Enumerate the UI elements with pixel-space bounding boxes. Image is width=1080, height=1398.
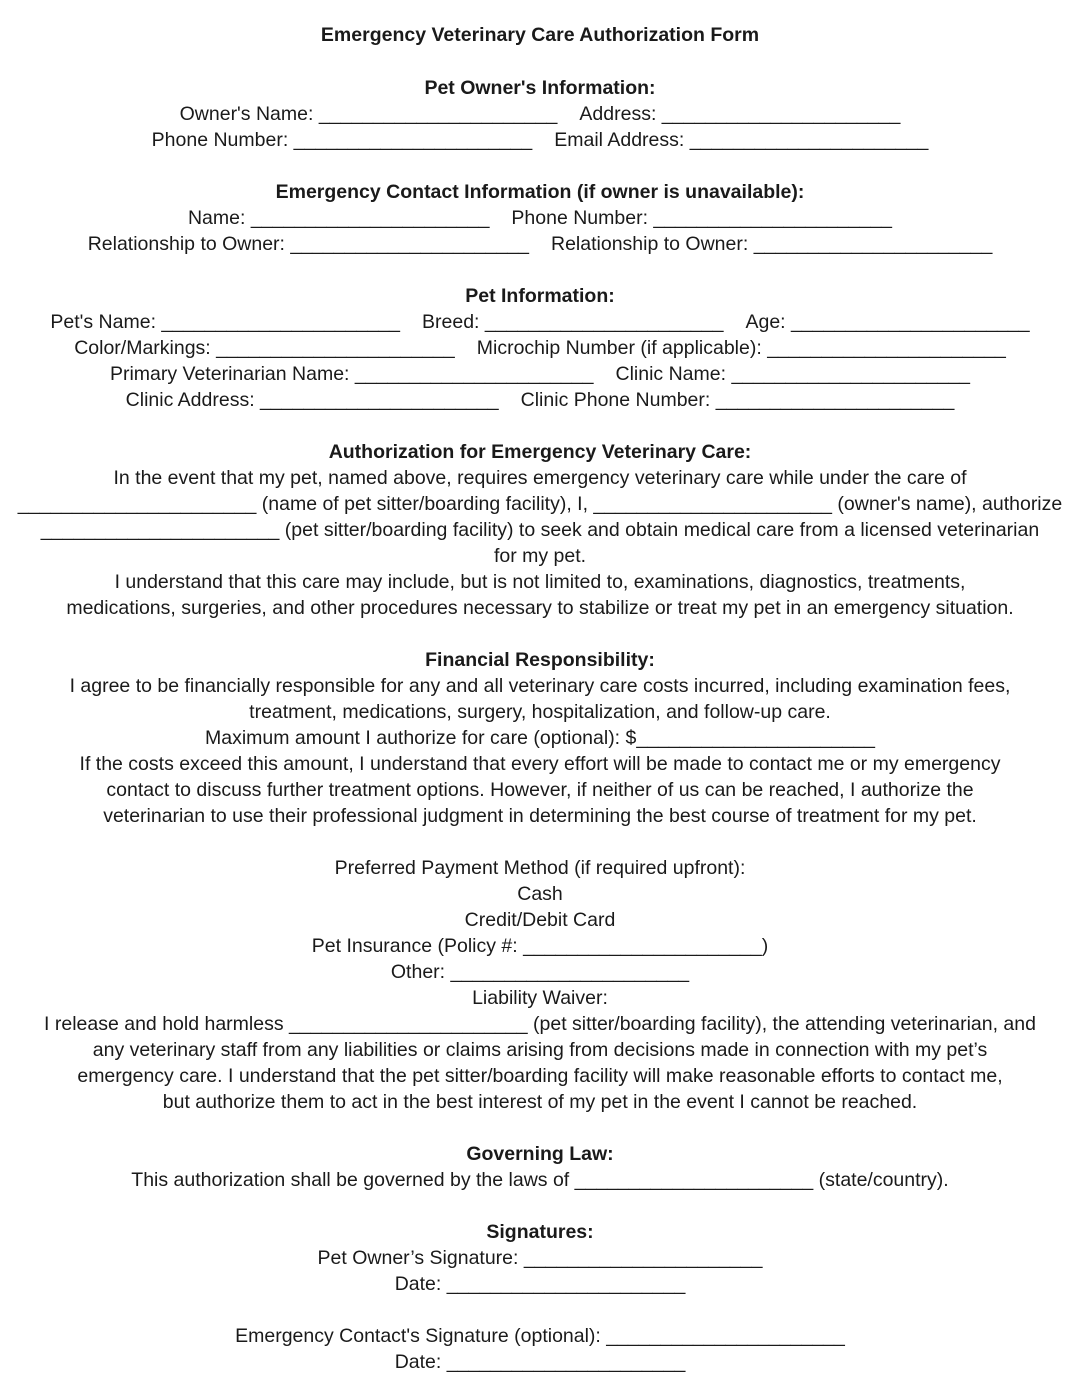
- relationship-field-1[interactable]: ______________________: [290, 233, 529, 255]
- waiver-text-3: emergency care. I understand that the pet sitter/boarding facility will make reasonable efforts to contact me,: [77, 1065, 1003, 1087]
- waiver-text-1b: (pet sitter/boarding facility), the attending veterinarian, and: [527, 1013, 1036, 1035]
- owner-name-inline-field[interactable]: ______________________: [593, 493, 832, 515]
- waiver-heading: Liability Waiver:: [472, 987, 608, 1009]
- authorization-text-3a: (pet sitter/boarding facility) to seek and obtain medical care from a licensed veterinarian: [279, 519, 1040, 541]
- other-label: Other:: [390, 961, 451, 983]
- emergency-row-1: [0, 205, 1080, 231]
- financial-text-2: treatment, medications, surgery, hospitalization, and follow-up care.: [249, 701, 831, 723]
- owner-date-field[interactable]: ______________________: [446, 1273, 686, 1295]
- color-label: Color/Markings:: [74, 337, 211, 359]
- financial-text-6: veterinarian to use their professional judgment in determining the best course of treatment for my pet.: [103, 805, 977, 827]
- age-field[interactable]: ______________________: [791, 311, 1030, 333]
- authorization-text-2: [0, 491, 1080, 517]
- microchip-field[interactable]: ______________________: [767, 337, 1006, 359]
- financial-heading: Financial Responsibility:: [425, 649, 655, 671]
- clinic-name-label: Clinic Name:: [615, 363, 727, 385]
- jurisdiction-field[interactable]: ______________________: [574, 1169, 814, 1191]
- form-title: Emergency Veterinary Care Authorization Form: [320, 24, 760, 46]
- emergency-section-heading: Emergency Contact Information (if owner is unavailable):: [275, 181, 805, 203]
- breed-field[interactable]: ______________________: [484, 311, 724, 333]
- law-heading: Governing Law:: [466, 1143, 614, 1165]
- pet-row-2: [0, 335, 1080, 361]
- authorization-heading: Authorization for Emergency Veterinary Care:: [328, 441, 752, 463]
- owner-section-heading: Pet Owner's Information:: [424, 77, 656, 99]
- owner-email-field[interactable]: ______________________: [689, 129, 929, 151]
- clinic-address-field[interactable]: ______________________: [260, 389, 499, 411]
- financial-text-5: contact to discuss further treatment options. However, if neither of us can be reached, I authorize the: [106, 779, 974, 801]
- owner-date-label: Date:: [394, 1273, 447, 1295]
- waiver-text-1a: I release and hold harmless: [44, 1013, 289, 1035]
- authorization-text-4: for my pet.: [493, 545, 587, 567]
- owner-signature-row: [0, 1245, 1080, 1271]
- policy-number-field[interactable]: ______________________: [523, 935, 762, 957]
- contact-date-field[interactable]: ______________________: [446, 1351, 686, 1373]
- emergency-row-2: [0, 231, 1080, 257]
- waiver-text-4: but authorize them to act in the best interest of my pet in the event I cannot be reached.: [162, 1091, 918, 1113]
- owner-phone-label: Phone Number:: [151, 129, 289, 151]
- financial-text-4: If the costs exceed this amount, I understand that every effort will be made to contact me or my emergency: [79, 753, 1001, 775]
- color-field[interactable]: ______________________: [216, 337, 455, 359]
- owner-signature-field[interactable]: ______________________: [523, 1247, 763, 1269]
- contact-phone-field[interactable]: ______________________: [653, 207, 893, 229]
- law-text-a: This authorization shall be governed by the laws of: [131, 1169, 575, 1191]
- signatures-heading: Signatures:: [486, 1221, 594, 1243]
- age-label: Age:: [745, 311, 786, 333]
- owner-address-field[interactable]: ______________________: [661, 103, 901, 125]
- pet-row-3: [0, 361, 1080, 387]
- owner-row-1: [0, 101, 1080, 127]
- waiver-text-2: any veterinary staff from any liabilities or claims arising from decisions made in connection with my pet’s: [92, 1039, 988, 1061]
- clinic-phone-field[interactable]: ______________________: [715, 389, 955, 411]
- contact-signature-field[interactable]: ______________________: [606, 1325, 845, 1347]
- clinic-phone-label: Clinic Phone Number:: [520, 389, 711, 411]
- other-field[interactable]: ______________________: [450, 961, 690, 983]
- authorization-text-6: medications, surgeries, and other procedures necessary to stabilize or treat my pet in an emergency situation.: [66, 597, 1014, 619]
- relationship-label-1: Relationship to Owner:: [87, 233, 285, 255]
- authorization-text-2a: (name of pet sitter/boarding facility), I,: [256, 493, 594, 515]
- pet-row-1: [0, 309, 1080, 335]
- authorization-text-1: In the event that my pet, named above, requires emergency veterinary care while under the care of: [113, 467, 967, 489]
- authorization-text-5: I understand that this care may include, but is not limited to, examinations, diagnostics, treatments,: [114, 571, 966, 593]
- contact-date-label: Date:: [394, 1351, 447, 1373]
- microchip-label: Microchip Number (if applicable):: [476, 337, 762, 359]
- contact-signature-label: Emergency Contact's Signature (optional):: [235, 1325, 607, 1347]
- contact-date-row: [0, 1349, 1080, 1375]
- vet-name-label: Primary Veterinarian Name:: [109, 363, 350, 385]
- contact-name-label: Name:: [187, 207, 246, 229]
- contact-signature-row: [0, 1323, 1080, 1349]
- insurance-close: ): [761, 935, 769, 957]
- law-text: [0, 1167, 1080, 1193]
- owner-signature-label: Pet Owner’s Signature:: [317, 1247, 524, 1269]
- pet-row-4: [0, 387, 1080, 413]
- payment-heading: Preferred Payment Method (if required upfront):: [334, 857, 746, 879]
- pet-name-label: Pet's Name:: [50, 311, 156, 333]
- pet-name-field[interactable]: ______________________: [161, 311, 400, 333]
- owner-phone-field[interactable]: ______________________: [293, 129, 533, 151]
- owner-name-label: Owner's Name:: [179, 103, 314, 125]
- authorization-text-2b: (owner's name), authorize: [832, 493, 1063, 515]
- waiver-text-1: [0, 1011, 1080, 1037]
- owner-row-2: [0, 127, 1080, 153]
- relationship-label-2: Relationship to Owner:: [551, 233, 749, 255]
- relationship-field-2[interactable]: ______________________: [753, 233, 993, 255]
- sitter-name-field[interactable]: ______________________: [17, 493, 257, 515]
- facility-field[interactable]: ______________________: [40, 519, 280, 541]
- owner-email-label: Email Address:: [554, 129, 685, 151]
- max-amount-row: [0, 725, 1080, 751]
- insurance-label: Pet Insurance (Policy #:: [311, 935, 524, 957]
- contact-phone-label: Phone Number:: [511, 207, 648, 229]
- clinic-name-field[interactable]: ______________________: [731, 363, 971, 385]
- contact-name-field[interactable]: ______________________: [250, 207, 490, 229]
- law-text-b: (state/country).: [813, 1169, 949, 1191]
- waiver-facility-field[interactable]: ______________________: [289, 1013, 528, 1035]
- vet-name-field[interactable]: ______________________: [354, 363, 594, 385]
- payment-option-other: [0, 959, 1080, 985]
- clinic-address-label: Clinic Address:: [125, 389, 255, 411]
- payment-option-insurance: [0, 933, 1080, 959]
- payment-option-cash[interactable]: Cash: [517, 883, 563, 905]
- owner-date-row: [0, 1271, 1080, 1297]
- pet-section-heading: Pet Information:: [465, 285, 615, 307]
- owner-name-field[interactable]: ______________________: [318, 103, 558, 125]
- max-amount-label: Maximum amount I authorize for care (optional): $: [205, 727, 637, 749]
- financial-text-1: I agree to be financially responsible for any and all veterinary care costs incurred, including examination fees,: [69, 675, 1011, 697]
- owner-address-label: Address:: [579, 103, 657, 125]
- max-amount-field[interactable]: ______________________: [636, 727, 875, 749]
- authorization-text-3: [0, 517, 1080, 543]
- payment-option-card[interactable]: Credit/Debit Card: [464, 909, 616, 931]
- breed-label: Breed:: [422, 311, 480, 333]
